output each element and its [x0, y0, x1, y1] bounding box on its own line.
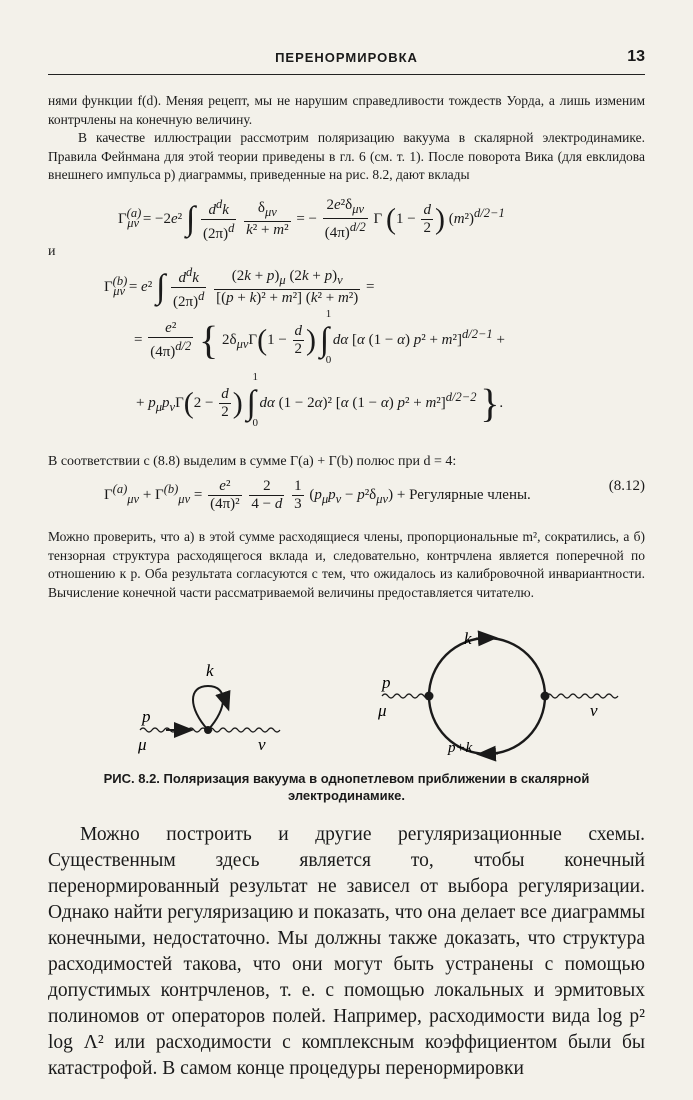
- paragraph-3: В соответствии с (8.8) выделим в сумме Γ(a) + Γ(b) полюс при d = 4:: [48, 454, 457, 469]
- label-nu: ν: [258, 735, 266, 754]
- running-title: ПЕРЕНОРМИРОВКА: [275, 50, 418, 65]
- equation-gamma-b-line1: $\Gamma^{(b)}_{\mu\nu} = e^2$ ∫ $\frac{d^dk}{(2\pi)^d}$ $\frac{(2k + p)_\mu (2k + p)_\nu}{\text{[(p + k)² + m²] (k² + m²)}}$ =: [104, 265, 375, 310]
- figure-caption: РИС. 8.2. Поляризация вакуума в однопетлевом приближении в скалярной электродинамике.: [103, 771, 590, 803]
- vertex-right: [541, 692, 550, 701]
- scalar-loop: [193, 686, 223, 730]
- figure-8-2: [48, 630, 645, 770]
- equation-gamma-b-line3: + $p_\mu p_\nu\Gamma(2$ − $\frac{d}{2}$ ) ∫ 1 0 dα (1 − 2α)² [α (1 − α) p² + m²]$^{d/2-2}$ }.: [136, 370, 504, 429]
- top-arrow: [476, 638, 488, 639]
- diagram-a: [137, 661, 280, 754]
- photon-line-out: [546, 694, 618, 698]
- conjunction-and: и: [48, 244, 56, 259]
- photon-line-out: [208, 728, 280, 732]
- label-k: k: [464, 630, 472, 648]
- paragraph-2: В качестве иллюстрации рассмотрим поляризацию вакуума в скалярной электродинамике. Правила Фейнмана для этой теории приведены в гл. 6 (см. т. 1). После поворота Вика (для евклидова внешнего импульса p) диаграммы, приведенные на рис. 8.2, дают вклады: [48, 130, 645, 182]
- page-number: 13: [627, 48, 645, 65]
- bottom-arrow: [486, 754, 498, 755]
- loop-arrow: [224, 696, 226, 702]
- paragraph-1: нями функции f(d). Меняя рецепт, мы не нарушим справедливости тождеств Уорда, а лишь изменим контрчлены на конечную величину.: [48, 93, 645, 127]
- label-p: p: [142, 707, 151, 726]
- page-header: [48, 44, 645, 75]
- scalar-loop: [429, 638, 545, 754]
- vertex-left: [425, 692, 434, 701]
- paragraph-4: Можно проверить, что а) в этой сумме расходящиеся члены, пропорциональные m², сократились, а б) тензорная структура расходящегося вклада и, следовательно, контрчлена является поперечной по отношению к p. Оба результата согласуются с тем, что ожидалось из калибровочной инвариантности. Вычисление конечной части рассматриваемой величины предоставляется читателю.: [48, 529, 645, 600]
- label-p: p: [382, 673, 391, 692]
- regular-terms: Регулярные члены.: [409, 486, 531, 503]
- paragraph-5: Можно построить и другие регуляризационные схемы. Существенным здесь является то, чтобы конечный перенормированный результат не зависел от выбора регуляризации. Однако найти регуляризацию и показать, что она делает все диаграммы конечными, недостаточно. Мы должны также доказать, что структура расходимостей такова, что они могут быть устранены с помощью допустимых контрчленов, т. е. с помощью локальных и эрмитовых полиномов от операторов полей. Например, расходимости вида log p² log Λ² или расходимости с комплексным коэффициентом были бы катастрофой. В самом конце процедуры перенормировки: [48, 824, 645, 1079]
- label-mu: μ: [138, 735, 147, 754]
- diagram-b: [377, 630, 618, 756]
- label-p-plus-k: p+k: [448, 740, 473, 756]
- label-nu: ν: [590, 701, 598, 720]
- equation-gamma-b-line2: = $\frac{\text{e²}}{(4\pi)^{d/2}}$ { $2\delta_{\mu\nu}\Gamma(1$ − $\frac{d}{2}$ ) ∫ 1 0 dα [α (1 − α) p² + m²]$^{d/2-1}$ +: [134, 307, 505, 366]
- equation-gamma-a: $\Gamma^{(a)}_{\mu\nu} = -2e^2$ ∫ $\frac{d^dk}{(2\pi)^d}$ $\frac{\delta_{\mu\nu}}{\text{k² + m²}}$ = − $\frac{2e^2\delta_{\mu\nu}}{(4\pi)^{d/2}}$ Γ (1 − $\frac{d}{2}$ ) $(m^2)^{d/2-1}$: [118, 197, 505, 242]
- vertex: [204, 726, 212, 734]
- equation-number: (8.12): [608, 478, 645, 494]
- label-mu: μ: [378, 701, 387, 720]
- label-k: k: [206, 661, 214, 680]
- feynman-diagrams: [48, 630, 645, 770]
- photon-line-in: [382, 694, 430, 698]
